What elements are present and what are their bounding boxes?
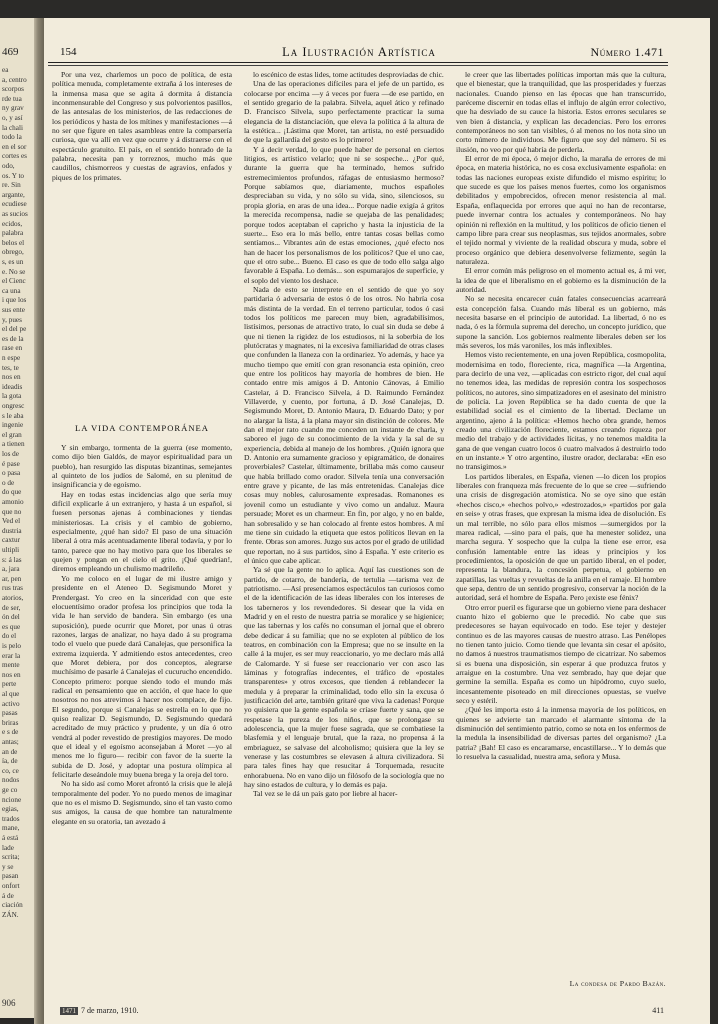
header-page-number: 154 xyxy=(60,46,77,58)
previous-page-fragment: ideadis xyxy=(2,382,23,391)
previous-page-fragment: scorpos xyxy=(2,85,24,94)
column-2 xyxy=(244,70,444,960)
previous-page-fragment: mente xyxy=(2,661,20,670)
previous-page-bottom-number: 906 xyxy=(2,998,16,1008)
previous-page-fragment: ultipli xyxy=(2,546,20,554)
previous-page-fragment: nodos xyxy=(2,776,20,785)
paragraph: Y sin embargo, tormenta de la guerra (ese momento, como dijo bien Galdós, de mayor espiritualidad para un pueblo), han resurgido las disputas bizantinas, semejantes al quinteto de los judíos de Salomé, en su plenitud de insignificancia y de egoísmo. xyxy=(52,443,232,490)
previous-page-fragment: n espe xyxy=(2,354,21,362)
previous-page-fragment: a, centro xyxy=(2,75,27,84)
previous-page-fragment: os. Y to xyxy=(2,171,25,180)
paragraph: lo escénico de estas lides, tome actitudes desproviadas de chic. xyxy=(253,70,444,79)
previous-page-fragment: ge co xyxy=(2,786,18,794)
paragraph: Por una vez, charlemos un poco de política, de esta política menuda, completamente extraña á los intereses de la inmensa masa que se agita á dormita á distancia inconmensurable del Congreso y sus polvorientos pasillos, de las antesalas de los ministerios, de las redacciones de los periódicos y hasta de los mítines y manifestaciones —á no ser que figure en tales asambleas entre la comparsería curiosa, que va allí en vez que ocurre y á distraerse con el espectáculo gratuito. El país, en el sentido honrado de la palabra, necesita pan y torreznos, mucho más que caudillos, chismorreos y cuestas de agravios, enfados y piques de los primates. xyxy=(52,70,232,182)
previous-page-fragment: amonio xyxy=(2,498,24,506)
previous-page-fragment: en el sor xyxy=(2,142,27,151)
paragraph: El error común más peligroso en el momento actual es, á mi ver, la idea de que el liberalismo en el gobierno es la disminución de la autoridad. xyxy=(456,266,666,294)
previous-page-fragment: pasas xyxy=(2,709,18,718)
paragraph: Tal vez se le dá un país gato por liebre al hacer- xyxy=(253,789,398,799)
previous-page-fragment: co, ce xyxy=(2,766,19,775)
previous-page-fragment: ía, de xyxy=(2,757,18,766)
previous-page-fragment: rde tua xyxy=(2,94,22,103)
previous-page-fragment: y se xyxy=(2,862,14,871)
previous-page-edge xyxy=(0,18,34,1018)
previous-page-fragment: que no xyxy=(2,507,22,516)
previous-page-fragment: ón del xyxy=(2,613,20,622)
previous-page-fragment: la chali xyxy=(2,123,23,132)
previous-page-fragment: ecidos, xyxy=(2,219,23,228)
previous-page-fragment: todo la xyxy=(2,133,22,142)
previous-page-fragment: tes, te xyxy=(2,363,19,372)
previous-page-fragment: e. No se xyxy=(2,267,26,276)
previous-page-fragment: s, es un xyxy=(2,258,24,266)
paragraph: Ya sé que la gente no lo aplica. Aquí las cuestiones son de partido, de cotarro, de bandería, de tertulia —tarisma vez de patriotismo. —Así presenciamos espectáculos tan curiosos como el de la identificación de las ideas liberales con los intereses de los taberneros y los revendedores. Si desear que la vida en Madrid y en el resto de nuestra patria se moralice y se higienice; que las tabernas y los cafés no consuman el jornal que el obrero debe dedicar á su familia; que no se exploten al público de los teatros, en combinación con la Empresa; que no se insulte en la calle á la mujer, es ser muy reaccionario, yo me declaro más allá de Calomarde. Y si fuese ser reaccionario ver con asco las láminas y fotografías indecentes, el tráfico de «postales transparentes» y otros excesos, que tienden á reblandecer la medula y á preparar la criminalidad, todo ello sin la excusa ó justificación del arte, también gritaré que viva la cadenas! Porque yo quisiera que la gente española se críase fuerte y sana, que se respetase la pureza de los niños, que se prolongase su adolescencia, que la mujer fuese sagrada, que se combatiese la blasfemia y el lenguaje brutal, que la raza, no propensa á la embriaguez, se salvase del alcoholismo; quisiera que la ley se venerase y las costumbres se elevasen á altura civilizadora. Si para tales fines hay que resucitar á Torquemada, resucite enhorabuena. No en vano dijo un filósofo de la sociología que no hay sino estados de cultura, y lo demás es paja. xyxy=(244,565,444,790)
previous-page-fragment: re. Sin xyxy=(2,181,21,190)
footer-page-number: 411 xyxy=(652,1006,664,1015)
previous-page-fragment: los de xyxy=(2,450,19,458)
paragraph: No se necesita encarecer cuán fatales consecuencias acarreará esta concepción falsa. Cuando más liberal es un gobierno, más necesita basarse en el principio de autoridad. La libertad, ó no es nada, ó es la fórmula suprema del derecho, un concepto jurídico, que supone la sanción. Los gobiernos realmente liberales deben ser los más severos, los más varoniles, los más inflexibles. xyxy=(456,294,666,350)
issue-badge: 1471 xyxy=(62,1007,76,1015)
previous-page-fragment: egias, xyxy=(2,805,19,814)
previous-page-fragment: dustria xyxy=(2,526,22,535)
paragraph: Una de las operaciones difíciles para el jefe de un partido, es colocarse por encima —y á veces por fuera —de ese partido, en el sentido gregario de la palabra. Silvela, aquel ático y refinado D. Francisco Silvela, supo perfectamente practicar la suma elegancia de la distanciación, que eleva la política á la altura de la estética... ¡Lástima que Moret, tan artista, no esté persuadido de que la gallardía del gesto es lo primero! xyxy=(244,79,444,145)
magazine-page xyxy=(44,18,710,1024)
previous-page-fragment: el gran xyxy=(2,430,22,439)
paragraph: le creer que las libertades políticas importan más que la cultura, que el bienestar, que la tranquilidad, que las prosperidades y fuerzas nacionales. Cuando pienso en las épocas que han transcurrido, paréceme discernir en todas ellas el influjo de algún error colectivo, que ha desviado de su cauce la historia. Estos errores seculares se ven bien á distancia, y explican las decadencias. Pero los errores contemporáneos no son tan visibles, ó al menos no los nota sino un corto número de individuos. Me figuro que soy del número. Si es ilusión, no veo por qué habría de perderla. xyxy=(456,70,666,154)
previous-page-fragment: ca una xyxy=(2,286,21,295)
previous-page-fragment: el del pe xyxy=(2,325,27,334)
paragraph: Los partidos liberales, en España, vienen —lo dicen los propios liberales con franqueza más frecuente de lo que se cree —sufriendo una crisis de disgregación atomística. No se oye sino que están «hechos cisco,» «hechos polvo,» «destrozados,» «partidos por gala en seis» y otras frases, que expresan la misma idea de disolución. Es un mal terrible, no sólo para ellos mismos —sumergidos por la marea radical, —sino para el país, que ha menester solidez, una marcha segura. Y sospecho que la culpa la tiene ese error, esa confusión lamentable entre las ideas y principios y los procedimientos, la oposición de que un partido liberal, en el poder, representa la blandura, la concesión perpetua, el gobierno en zapatillas, las vueltas y revueltas de la anilla en el ramaje. El hombre que sepa, dentro de un sentido progresivo, conservar la noción de la autoridad, será el hombre de España. Pero ¡existe ese fénix? xyxy=(456,471,666,603)
previous-page-fragment: o de xyxy=(2,478,15,487)
previous-page-fragment: s le aba xyxy=(2,411,24,420)
previous-page-fragment: é pase xyxy=(2,459,20,468)
previous-page-fragment: do el xyxy=(2,632,17,641)
previous-page-fragment: palabra xyxy=(2,229,24,238)
previous-page-fragment: lade xyxy=(2,843,14,852)
column-1-top xyxy=(52,70,232,415)
previous-page-fragment: la gota xyxy=(2,392,22,401)
previous-page-fragment: ongresc xyxy=(2,402,25,410)
previous-page-fragment: ar, pen xyxy=(2,574,22,583)
book-gutter xyxy=(34,18,44,1024)
header-rule xyxy=(48,62,668,63)
previous-page-fragment: cortes es xyxy=(2,152,27,161)
page-header xyxy=(54,46,664,62)
previous-page-fragment: es que xyxy=(2,622,21,631)
previous-page-fragment: el Cienc xyxy=(2,277,26,286)
previous-page-fragment: o pasa xyxy=(2,469,21,478)
paragraph: Hay en todas estas incidencias algo que sería muy difícil explicarle á un extranjero, y hasta á un español, si fuesen personas ajenas á combinaciones y tiendas ministeriosas. La crisis y el cambio de gobierno, especialmente, ¿qué han sido? El paso de una situación liberal á otra más acentuadamente liberal todavía, y por lo tanto, parece que no hay motivo para que los liberales se quejen y pongan en el cielo el grito. ¡Qué quedrían!, diremos empleando un chulismo madrileño. xyxy=(52,489,232,574)
previous-page-fragment: e s de xyxy=(2,728,19,737)
column-3 xyxy=(456,70,666,975)
paragraph: Nada de esto se interprete en el sentido de que yo soy partidaria ó adversaria de estos ó de los otros. No habría cosa más distinta de la verdad. En el terreno particular, todos ó casi todos los políticos me parecen muy bien, agradabilísimos, listísimos, personas de atractivo trato, lo cual sin duda se debe á que ni tienen la rigidez de los estudiosos, ni la soberbia de los plutócratas y magnates, ni la excesiva familiaridad de otras clases que confunden la llaneza con la ordinariez. Yo además, y hace ya mucho tiempo que emití con gran resonancia esta opinión, creo que entre los políticos hay mayoría de hombres de bien. He contado entre mis amigos á D. Antonio Cánovas, á Emilio Castelar, á D. Francisco Silvela, á D. Raimundo Fernández Villaverde, y cuento, por fortuna, á D. José Canalejas, D. Segismundo Moret, D. Antonio Maura, D. Eduardo Dato; y por no alargar la lista, á la plana mayor sin distinción de colores. Me dan el mejor rato cuando me conceden un instante de charla, y saboreo el jugo de su conocimiento de la vida y la sal de su experiencia, debida al manejo de los hombres. ¿Quién ignora que D. Antonio era sumamente gracioso y epigramático, de donaires proverbiales? Castelar, últimamente, brillaba más como causeur que había brillado como orador. Silvela tenía una conversación entre grave y picante, de las más entretenidas. Canalejas dice cosas muy nobles, calurosamente expresadas. Romanones es jovenil como un estudiante y vivo como un andaluz. Maura persuade; Moret es un charmeur. En fin, por algo, y no en balde, han sobresalido y se han colocado al frente estos hombres. A mí me tiene sin cuidado la etiqueta que estos políticos llevan en la frente. Obras son amores. Juzgo sus actos por el grado de utilidad que reportan, no á sus partidos, sino á España. Y este criterio es el único que cabe aplicar. xyxy=(244,284,444,565)
column-1 xyxy=(52,443,232,983)
previous-page-fragment: antas; xyxy=(2,738,19,746)
previous-page-number: 469 xyxy=(2,46,19,58)
previous-page-fragment: á de xyxy=(2,891,14,900)
previous-page-fragment: trados xyxy=(2,814,20,823)
previous-page-fragment: perte xyxy=(2,680,17,689)
previous-page-fragment: erar la xyxy=(2,651,21,660)
footer-date xyxy=(60,1006,139,1015)
previous-page-fragment: s: á las xyxy=(2,555,22,564)
previous-page-fragment: odo, xyxy=(2,162,15,170)
previous-page-fragment: al que xyxy=(2,690,20,698)
paragraph: El error de mi época, ó mejor dicho, la maraña de errores de mi época, en materia histórica, no es cosa exclusivamente española: en todas las naciones europeas existe difundido el mismo espíritu; lo que sucede es que los países menos fuertes, como los organismos debilitados y empobrecidos, ofrecen menor resistencia al mal. España, enflaquecida por errores que aquí no han de recontarse, puede invernar contra los actuales y contemporáneos. No hay opinión ni reflexión en la multitud, y los políticos de oficio tienen el campo libre para crear sus neoplasmas, sus tejidos anormales, sobre el tejido normal y viviente de la realidad obscura y muda, sobre el proceso orgánico que debiera desenvolverse felizmente, según la naturaleza. xyxy=(456,154,666,266)
previous-page-fragment: mane, xyxy=(2,824,20,833)
previous-page-fragment: atorios, xyxy=(2,594,24,602)
article-title: LA VIDA CONTEMPORÁNEA xyxy=(75,423,209,433)
previous-page-fragment: a tienen xyxy=(2,440,25,449)
previous-page-fragment: á está xyxy=(2,834,19,842)
previous-page-fragment: de ser, xyxy=(2,603,21,612)
previous-page-fragment: obrego, xyxy=(2,248,24,257)
previous-page-fragment: nos en xyxy=(2,373,21,382)
paragraph: ¿Qué les importa esto á la inmensa mayoría de los políticos, en quienes se advierte tan marcado el alarmante síntoma de la disminución del sentimiento patrio, como se nota en los enfermos de la medula la insensibilidad de diversas partes del organismo? ¿La patria? ¡Bah! El caso es encaramarse, encastillarse... Y lo demás que lo resuelva la casualidad, nuestra ama, señora y Musa. xyxy=(456,705,666,762)
previous-page-fragment: activo xyxy=(2,699,20,708)
previous-page-fragment: briras xyxy=(2,718,19,727)
paragraph: Hemos visto recientemente, en una joven República, cosmopolita, modernísima en todo, floreciente, rica, magnífica —la Argentina, para decirlo de una vez, —aplicadas con estricto rigor, del cual aquí no tenemos idea, las medidas de represión contra los sospechosos políticos, no autores, sino simpatizadores en el asesinato del ministro de policía. La joven República se ha dado cuenta de que la estabilidad social es el cimiento de la libertad. Declame un argentino, ajeno á la política: «Hemos hecho obra grande, hemos creado una civilización floreciente, estamos creando riqueza por medio del trabajo y de actividades lícitas, y no tenemos maldita la gana de que vengan cuatro locos ó cuatro malvados á destruirlo todo en un instante.» Y otro argentino, ilustre orador, declaraba: «En eso no transigimos.» xyxy=(456,350,666,472)
previous-page-fragment: es de la xyxy=(2,334,24,343)
paragraph: Otro error pueril es figurarse que un gobierno viene para deshacer cuanto hizo el gobierno que le precedió. No cabe que sus predecesores se hayan equivocado en todo. Ese tejer y destejer continuo es de las mayores causas de nuestro atraso. Las Penélopes no tienen tanto juicio. Como tiende que levanta sin cesar el apósito, no damos á nuestros traumatismos tiempo de cicatrizar. No sabemos si es buena una disposición, sin esperar á que produzca frutos y arraigue en la costumbre. Una vez sembrado, hay que dejar que germine la semilla. España es como un hipódromo, cuyo suelo, incesantemente pisoteado en mil direcciones opuestas, se vuelve seco y estéril. xyxy=(456,602,666,706)
paragraph: Yo me coloco en el lugar de mi ilustre amigo y presidente en el Ateneo D. Segismundo Moret y Prendergast. Yo creo en la sinceridad con que este elocuentísimo orador profesa los principios que toda la vida le han servido de bandera. Sin embargo (es una suposición), puede ocurrir que Moret, por unas ú otras razones, largas de analizar, no haya dado á su programa todo el vuelo que puede dará Canalejas, que personifica la extrema izquierda. Y admitiendo estos antecedentes, creo que Moret debiera, por dos conceptos, alegrarse muchísimo de pasarle á Canalejas el cucurucho encendido. Concepto primero: porque siendo todo el mundo más radical en pensamiento que en acción, el que hace lo que nosotros no nos atrevimos á hacer nos complace, de fijo. El segundo, porque si Canalejas se estrella en lo que no quiso realizar D. Segismundo, D. Segismundo quedará acreditado de muy práctico y prudente, y un día ó otro vendrá al poder revestido de prestigios mayores. De modo que el ideal y el egoísmo aconsejaban á Moret —yo al menos me lo figuro— recibir con favor de la suerte la subida de D. José, y adoptar una postura olímpica al felicitarle deseándole muy buena brega y la oreja del toro. xyxy=(52,573,232,780)
previous-page-fragment: y, pues xyxy=(2,315,22,324)
previous-page-fragment: sus ente xyxy=(2,306,25,314)
paragraph: Y á decir verdad, lo que puede haber de personal en ciertos litigios, es artístico velarlo; que ni se sospeche... ¿Por qué, durante la guerra que ha terminado, hemos sufrido estremecimientos profundos, ráfagas de entusiasmo hermoso? Porque sabíamos que, diariamente, muchos españoles despreciaban su vida, y no sólo su vida, sino, silenciosos, su propia gloria, en aras de una idea... Porque nadie exigía á gritos la merecida recompensa, nadie se quejaba de las penalidades; porque todos aceptaban el capricho y hasta la injusticia de la suerte... Eso era lo más bello, entre tantas cosas bellas como sentíamos... Vibrantes aún de estas emociones, ¿qué efecto nos han de hacer los personalismos de los políticos? Que el uno cae, que el otro sube... Bueno. El caso es que de todo ello salga algo favorable á España. Lo demás... son espumarajos de superficie, y el soplo del viento los deshace. xyxy=(244,144,444,285)
previous-page-fragment: Ved el xyxy=(2,517,21,526)
previous-page-fragment: a, jara xyxy=(2,565,20,574)
previous-page-fragment: i que los xyxy=(2,296,27,305)
previous-page-fragment: rus tras xyxy=(2,584,23,593)
previous-page-fragment: caxtur xyxy=(2,536,20,545)
previous-page-fragment: ncione xyxy=(2,795,22,804)
previous-page-fragment: ecudiese xyxy=(2,200,27,209)
previous-page-fragment: ny grav xyxy=(2,104,24,113)
previous-page-fragment: ea xyxy=(2,66,9,74)
previous-page-fragment: scrita; xyxy=(2,853,20,862)
previous-page-fragment: an de xyxy=(2,747,18,756)
previous-page-fragment: is pelo xyxy=(2,642,21,650)
previous-page-fragment: o, y así xyxy=(2,114,23,122)
previous-page-fragment: nos en xyxy=(2,670,21,679)
publication-title: La Ilustración Artística xyxy=(282,45,436,59)
previous-page-fragment: onfort xyxy=(2,882,20,890)
article-signature: La condesa de Pardo Bazán. xyxy=(569,979,666,988)
previous-page-fragment: ZÁN. xyxy=(2,910,19,919)
previous-page-fragment: ingenie xyxy=(2,421,24,430)
previous-page-fragment: rase en xyxy=(2,344,23,353)
previous-page-fragment: as sucios xyxy=(2,210,28,218)
issue-number: Número 1.471 xyxy=(590,45,664,59)
previous-page-fragment: do que xyxy=(2,488,22,497)
header-rule-thin xyxy=(48,65,668,66)
footer-date-text: 7 de marzo, 1910. xyxy=(81,1006,139,1015)
paragraph: No ha sido así como Moret afrontó la crisis que le alejá temporalmente del poder. Yo no puedo menos de imaginar que no es el mismo D. Segismundo, sino el tan vasto como sus amigos, la causa de que hombre tan naturalmente elegante en su oratoria, tan avezado á xyxy=(52,779,232,826)
previous-page-fragment: belos el xyxy=(2,238,25,247)
previous-page-fragment: pasan xyxy=(2,872,19,881)
previous-page-fragment: argante, xyxy=(2,190,25,199)
previous-page-fragment: ciación xyxy=(2,901,23,910)
